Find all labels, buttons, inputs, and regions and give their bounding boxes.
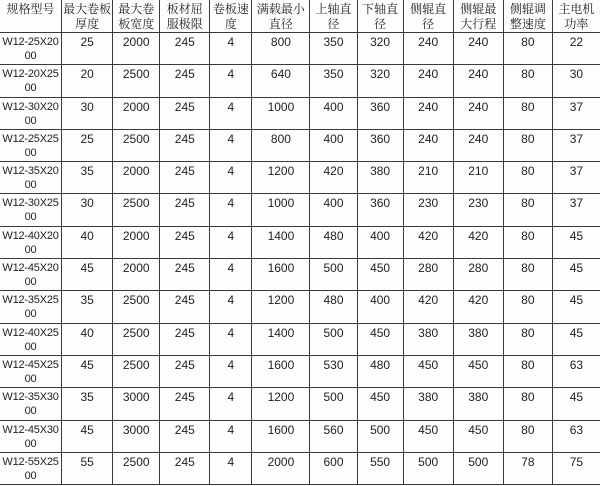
value-cell: 280 bbox=[403, 259, 453, 291]
model-cell: W12-45X2000 bbox=[0, 259, 62, 291]
value-cell: 240 bbox=[453, 97, 503, 129]
value-cell: 4 bbox=[210, 194, 252, 226]
value-cell: 80 bbox=[503, 33, 552, 65]
value-cell: 2000 bbox=[113, 259, 160, 291]
value-cell: 2000 bbox=[113, 162, 160, 194]
value-cell: 80 bbox=[503, 129, 552, 161]
value-cell: 30 bbox=[62, 97, 113, 129]
value-cell: 40 bbox=[62, 323, 113, 355]
value-cell: 2500 bbox=[113, 291, 160, 323]
model-cell: W12-45X2500 bbox=[0, 355, 62, 387]
value-cell: 3000 bbox=[113, 420, 160, 452]
value-cell: 360 bbox=[357, 194, 403, 226]
value-cell: 63 bbox=[552, 355, 600, 387]
value-cell: 37 bbox=[552, 129, 600, 161]
value-cell: 560 bbox=[310, 420, 357, 452]
value-cell: 320 bbox=[357, 33, 403, 65]
value-cell: 80 bbox=[503, 355, 552, 387]
value-cell: 245 bbox=[160, 291, 210, 323]
value-cell: 450 bbox=[453, 420, 503, 452]
value-cell: 420 bbox=[453, 226, 503, 258]
value-cell: 4 bbox=[210, 291, 252, 323]
value-cell: 63 bbox=[552, 420, 600, 452]
value-cell: 245 bbox=[160, 65, 210, 97]
value-cell: 380 bbox=[453, 388, 503, 420]
value-cell: 30 bbox=[552, 65, 600, 97]
value-cell: 245 bbox=[160, 194, 210, 226]
value-cell: 230 bbox=[403, 194, 453, 226]
value-cell: 210 bbox=[453, 162, 503, 194]
column-header-9: 侧辊最大行程 bbox=[453, 0, 503, 33]
value-cell: 80 bbox=[503, 162, 552, 194]
value-cell: 30 bbox=[62, 194, 113, 226]
value-cell: 500 bbox=[453, 452, 503, 484]
value-cell: 80 bbox=[503, 420, 552, 452]
value-cell: 40 bbox=[62, 226, 113, 258]
table-row bbox=[0, 194, 600, 226]
table-row bbox=[0, 291, 600, 323]
value-cell: 240 bbox=[453, 33, 503, 65]
model-cell: W12-55X2500 bbox=[0, 452, 62, 484]
value-cell: 380 bbox=[403, 388, 453, 420]
column-header-7: 下轴直径 bbox=[357, 0, 403, 33]
column-header-6: 上轴直径 bbox=[310, 0, 357, 33]
value-cell: 45 bbox=[552, 291, 600, 323]
value-cell: 480 bbox=[310, 226, 357, 258]
value-cell: 80 bbox=[503, 388, 552, 420]
value-cell: 2000 bbox=[252, 452, 310, 484]
value-cell: 75 bbox=[552, 452, 600, 484]
value-cell: 2500 bbox=[113, 129, 160, 161]
value-cell: 380 bbox=[453, 323, 503, 355]
model-cell: W12-35X3000 bbox=[0, 388, 62, 420]
value-cell: 360 bbox=[357, 129, 403, 161]
value-cell: 210 bbox=[403, 162, 453, 194]
column-header-4: 卷板速度 bbox=[210, 0, 252, 33]
value-cell: 450 bbox=[403, 355, 453, 387]
value-cell: 400 bbox=[310, 97, 357, 129]
value-cell: 400 bbox=[357, 291, 403, 323]
value-cell: 350 bbox=[310, 65, 357, 97]
value-cell: 45 bbox=[62, 420, 113, 452]
value-cell: 2500 bbox=[113, 194, 160, 226]
value-cell: 37 bbox=[552, 194, 600, 226]
value-cell: 55 bbox=[62, 452, 113, 484]
value-cell: 400 bbox=[310, 194, 357, 226]
table-row bbox=[0, 259, 600, 291]
value-cell: 2500 bbox=[113, 323, 160, 355]
value-cell: 380 bbox=[403, 323, 453, 355]
value-cell: 35 bbox=[62, 162, 113, 194]
value-cell: 240 bbox=[453, 65, 503, 97]
value-cell: 45 bbox=[552, 323, 600, 355]
value-cell: 420 bbox=[453, 291, 503, 323]
value-cell: 78 bbox=[503, 452, 552, 484]
value-cell: 350 bbox=[310, 33, 357, 65]
value-cell: 2500 bbox=[113, 65, 160, 97]
value-cell: 245 bbox=[160, 33, 210, 65]
value-cell: 4 bbox=[210, 97, 252, 129]
value-cell: 37 bbox=[552, 162, 600, 194]
value-cell: 1400 bbox=[252, 226, 310, 258]
value-cell: 3000 bbox=[113, 388, 160, 420]
value-cell: 420 bbox=[403, 291, 453, 323]
column-header-0: 规格型号 bbox=[0, 0, 62, 33]
value-cell: 80 bbox=[503, 65, 552, 97]
value-cell: 500 bbox=[357, 420, 403, 452]
value-cell: 20 bbox=[62, 65, 113, 97]
value-cell: 420 bbox=[310, 162, 357, 194]
table-row bbox=[0, 162, 600, 194]
model-cell: W12-30X2000 bbox=[0, 97, 62, 129]
table-row bbox=[0, 65, 600, 97]
value-cell: 500 bbox=[403, 452, 453, 484]
value-cell: 245 bbox=[160, 388, 210, 420]
value-cell: 45 bbox=[552, 259, 600, 291]
model-cell: W12-30X2500 bbox=[0, 194, 62, 226]
value-cell: 380 bbox=[357, 162, 403, 194]
value-cell: 80 bbox=[503, 97, 552, 129]
value-cell: 420 bbox=[403, 226, 453, 258]
table-row bbox=[0, 129, 600, 161]
value-cell: 230 bbox=[453, 194, 503, 226]
value-cell: 450 bbox=[357, 323, 403, 355]
column-header-10: 侧辊调整速度 bbox=[503, 0, 552, 33]
value-cell: 45 bbox=[552, 388, 600, 420]
value-cell: 80 bbox=[503, 226, 552, 258]
value-cell: 245 bbox=[160, 420, 210, 452]
model-cell: W12-40X2000 bbox=[0, 226, 62, 258]
value-cell: 4 bbox=[210, 355, 252, 387]
column-header-3: 板材屈服极限 bbox=[160, 0, 210, 33]
value-cell: 245 bbox=[160, 355, 210, 387]
value-cell: 245 bbox=[160, 452, 210, 484]
value-cell: 450 bbox=[453, 355, 503, 387]
value-cell: 22 bbox=[552, 33, 600, 65]
value-cell: 240 bbox=[403, 129, 453, 161]
table-row bbox=[0, 420, 600, 452]
value-cell: 240 bbox=[403, 97, 453, 129]
value-cell: 1200 bbox=[252, 291, 310, 323]
table-body bbox=[0, 33, 600, 485]
value-cell: 1000 bbox=[252, 194, 310, 226]
model-cell: W12-45X3000 bbox=[0, 420, 62, 452]
column-header-2: 最大卷板宽度 bbox=[113, 0, 160, 33]
value-cell: 800 bbox=[252, 129, 310, 161]
value-cell: 450 bbox=[357, 388, 403, 420]
model-cell: W12-35X2000 bbox=[0, 162, 62, 194]
header-row bbox=[0, 0, 600, 33]
table-row bbox=[0, 452, 600, 484]
value-cell: 1600 bbox=[252, 355, 310, 387]
value-cell: 1400 bbox=[252, 323, 310, 355]
value-cell: 550 bbox=[357, 452, 403, 484]
model-cell: W12-35X2500 bbox=[0, 291, 62, 323]
value-cell: 530 bbox=[310, 355, 357, 387]
table-row bbox=[0, 323, 600, 355]
value-cell: 25 bbox=[62, 33, 113, 65]
value-cell: 1600 bbox=[252, 420, 310, 452]
value-cell: 240 bbox=[403, 33, 453, 65]
table-row bbox=[0, 355, 600, 387]
value-cell: 4 bbox=[210, 226, 252, 258]
column-header-8: 侧辊直径 bbox=[403, 0, 453, 33]
value-cell: 480 bbox=[310, 291, 357, 323]
value-cell: 400 bbox=[310, 129, 357, 161]
value-cell: 245 bbox=[160, 129, 210, 161]
value-cell: 35 bbox=[62, 291, 113, 323]
value-cell: 320 bbox=[357, 65, 403, 97]
value-cell: 2500 bbox=[113, 355, 160, 387]
table-row bbox=[0, 388, 600, 420]
value-cell: 240 bbox=[453, 129, 503, 161]
value-cell: 1000 bbox=[252, 97, 310, 129]
value-cell: 1200 bbox=[252, 162, 310, 194]
value-cell: 4 bbox=[210, 162, 252, 194]
value-cell: 245 bbox=[160, 162, 210, 194]
value-cell: 450 bbox=[403, 420, 453, 452]
value-cell: 37 bbox=[552, 97, 600, 129]
value-cell: 80 bbox=[503, 291, 552, 323]
value-cell: 2000 bbox=[113, 226, 160, 258]
model-cell: W12-25X2500 bbox=[0, 129, 62, 161]
table-row bbox=[0, 226, 600, 258]
value-cell: 245 bbox=[160, 97, 210, 129]
table-row bbox=[0, 33, 600, 65]
value-cell: 2000 bbox=[113, 33, 160, 65]
value-cell: 4 bbox=[210, 323, 252, 355]
value-cell: 80 bbox=[503, 194, 552, 226]
value-cell: 800 bbox=[252, 33, 310, 65]
value-cell: 2500 bbox=[113, 452, 160, 484]
column-header-5: 满载最小直径 bbox=[252, 0, 310, 33]
value-cell: 245 bbox=[160, 323, 210, 355]
value-cell: 1200 bbox=[252, 388, 310, 420]
value-cell: 80 bbox=[503, 259, 552, 291]
column-header-1: 最大卷板厚度 bbox=[62, 0, 113, 33]
value-cell: 4 bbox=[210, 129, 252, 161]
value-cell: 500 bbox=[310, 259, 357, 291]
value-cell: 2000 bbox=[113, 97, 160, 129]
value-cell: 400 bbox=[357, 226, 403, 258]
value-cell: 245 bbox=[160, 226, 210, 258]
value-cell: 450 bbox=[357, 259, 403, 291]
value-cell: 4 bbox=[210, 452, 252, 484]
value-cell: 35 bbox=[62, 388, 113, 420]
value-cell: 640 bbox=[252, 65, 310, 97]
value-cell: 240 bbox=[403, 65, 453, 97]
model-cell: W12-25X2000 bbox=[0, 33, 62, 65]
value-cell: 360 bbox=[357, 97, 403, 129]
value-cell: 280 bbox=[453, 259, 503, 291]
value-cell: 4 bbox=[210, 259, 252, 291]
value-cell: 45 bbox=[552, 226, 600, 258]
value-cell: 480 bbox=[357, 355, 403, 387]
value-cell: 4 bbox=[210, 388, 252, 420]
value-cell: 4 bbox=[210, 420, 252, 452]
value-cell: 4 bbox=[210, 33, 252, 65]
model-cell: W12-40X2500 bbox=[0, 323, 62, 355]
value-cell: 245 bbox=[160, 259, 210, 291]
value-cell: 45 bbox=[62, 259, 113, 291]
value-cell: 500 bbox=[310, 323, 357, 355]
value-cell: 600 bbox=[310, 452, 357, 484]
value-cell: 80 bbox=[503, 323, 552, 355]
value-cell: 500 bbox=[310, 388, 357, 420]
value-cell: 4 bbox=[210, 65, 252, 97]
value-cell: 1600 bbox=[252, 259, 310, 291]
value-cell: 45 bbox=[62, 355, 113, 387]
table-row bbox=[0, 97, 600, 129]
column-header-11: 主电机功率 bbox=[552, 0, 600, 33]
value-cell: 25 bbox=[62, 129, 113, 161]
model-cell: W12-20X2500 bbox=[0, 65, 62, 97]
